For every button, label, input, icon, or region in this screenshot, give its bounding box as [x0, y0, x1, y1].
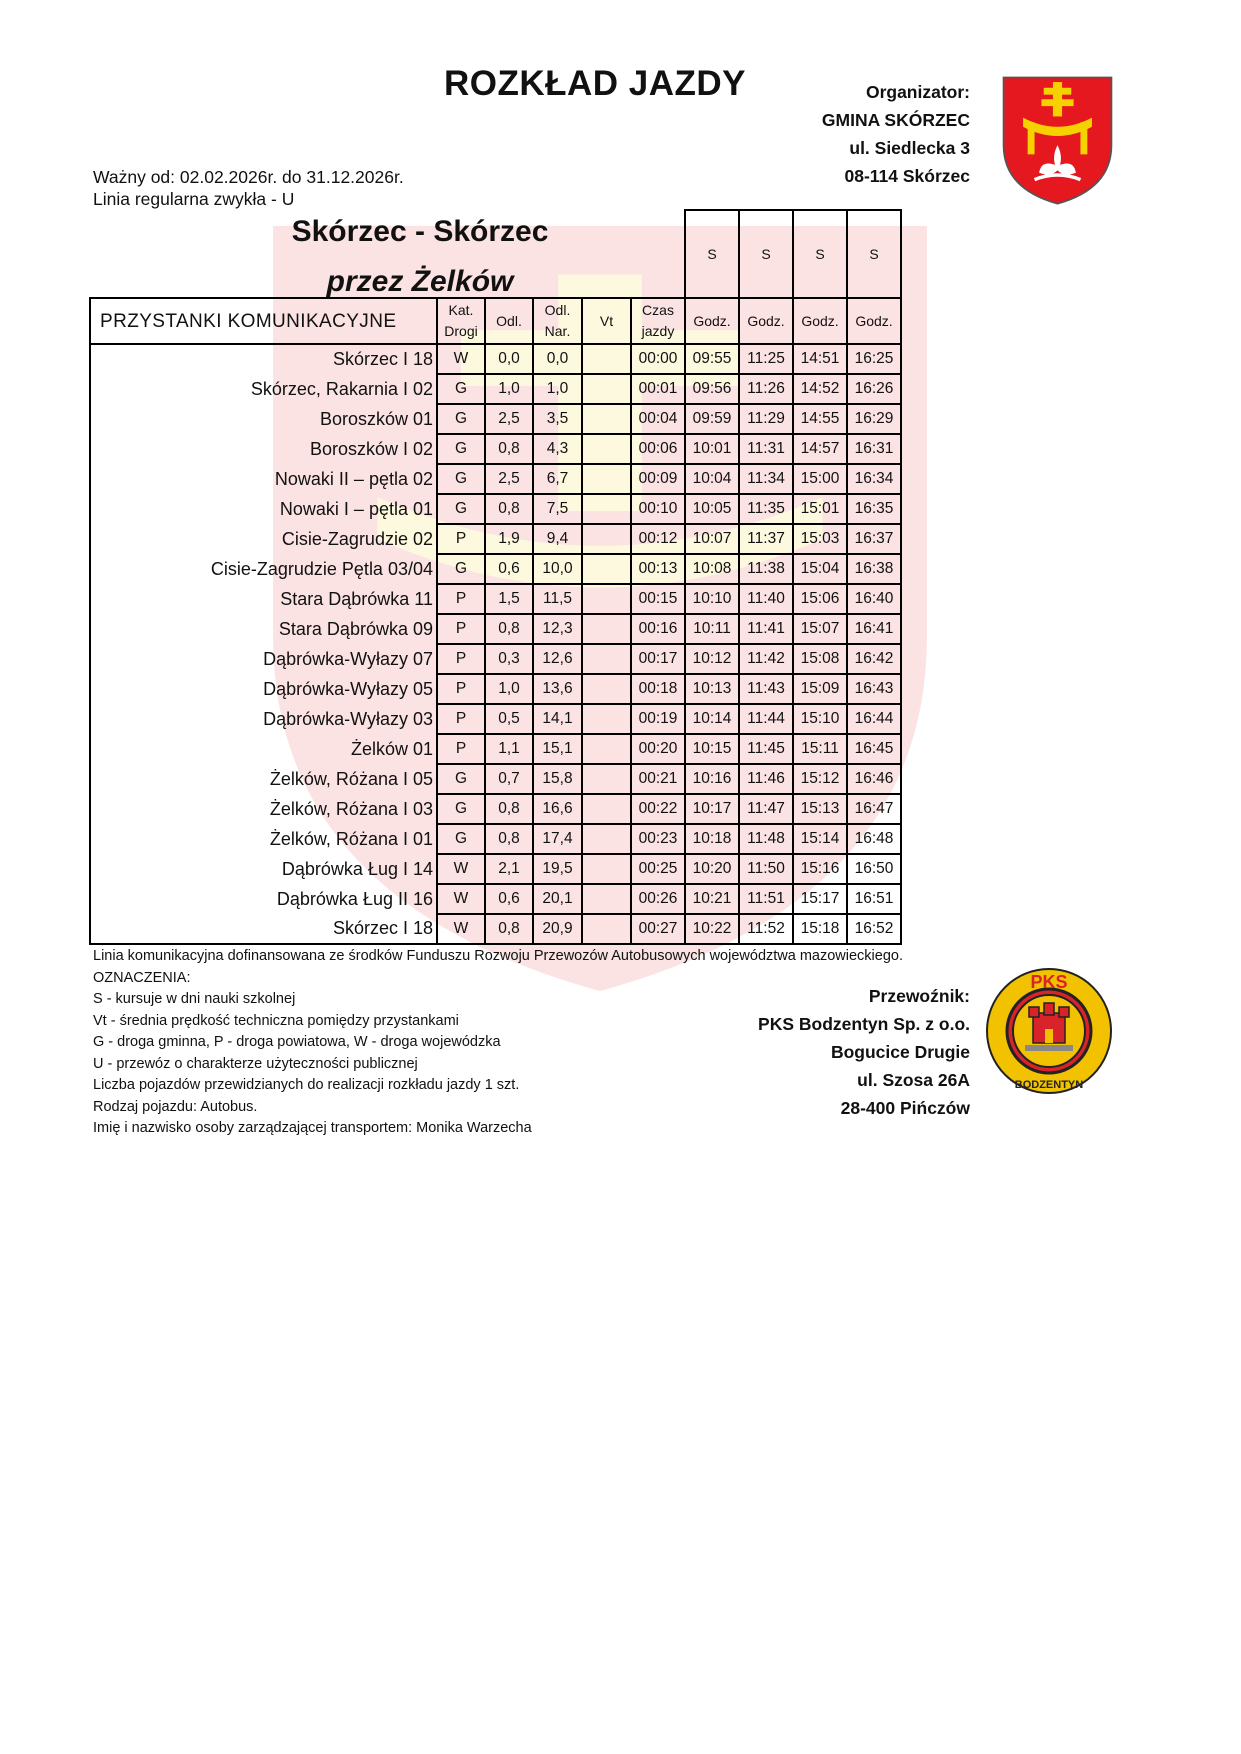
vt-value — [582, 554, 631, 584]
departure-time: 10:08 — [685, 554, 739, 584]
road-category: P — [437, 734, 485, 764]
carrier-street: ul. Szosa 26A — [857, 1070, 970, 1090]
departure-time: 16:38 — [847, 554, 901, 584]
vt-value — [582, 584, 631, 614]
vt-value — [582, 704, 631, 734]
departure-time: 14:55 — [793, 404, 847, 434]
czas-header-line2: jazdy — [641, 323, 675, 339]
departure-time: 15:18 — [793, 914, 847, 944]
vt-value — [582, 794, 631, 824]
cumulative-distance: 4,3 — [533, 434, 582, 464]
departure-time: 11:26 — [739, 374, 793, 404]
road-category: G — [437, 404, 485, 434]
departure-time: 14:52 — [793, 374, 847, 404]
departure-time: 14:51 — [793, 344, 847, 374]
departure-time: 15:17 — [793, 884, 847, 914]
vt-value — [582, 914, 631, 944]
godz-header: Godz. — [685, 298, 739, 344]
travel-time: 00:10 — [631, 494, 685, 524]
cumulative-distance: 20,9 — [533, 914, 582, 944]
odl-header: Odl. — [485, 298, 533, 344]
stop-name: Dąbrówka-Wyłazy 05 — [90, 674, 437, 704]
odl-nar-header-line1: Odl. — [544, 302, 571, 318]
road-category: G — [437, 464, 485, 494]
table-row — [90, 524, 901, 554]
departure-time: 16:40 — [847, 584, 901, 614]
czas-header — [631, 298, 685, 344]
route-name: Skórzec - Skórzec — [291, 215, 549, 248]
travel-time: 00:26 — [631, 884, 685, 914]
vt-value — [582, 764, 631, 794]
road-category: W — [437, 914, 485, 944]
departure-time: 10:15 — [685, 734, 739, 764]
road-category: G — [437, 554, 485, 584]
departure-time: 11:38 — [739, 554, 793, 584]
carrier-locality: Bogucice Drugie — [830, 1042, 970, 1062]
stop-name: Dąbrówka Ług II 16 — [90, 884, 437, 914]
kat-header — [437, 298, 485, 344]
travel-time: 00:17 — [631, 644, 685, 674]
travel-time: 00:18 — [631, 674, 685, 704]
stop-name: Dąbrówka-Wyłazy 07 — [90, 644, 437, 674]
stop-name: Żelków, Różana I 03 — [90, 794, 437, 824]
departure-time: 11:41 — [739, 614, 793, 644]
course-mark: S — [739, 210, 793, 298]
departure-time: 10:01 — [685, 434, 739, 464]
timetable — [89, 209, 902, 945]
cumulative-distance: 19,5 — [533, 854, 582, 884]
course-mark: S — [847, 210, 901, 298]
departure-time: 09:56 — [685, 374, 739, 404]
vt-value — [582, 644, 631, 674]
road-category: W — [437, 344, 485, 374]
road-category: G — [437, 374, 485, 404]
road-category: W — [437, 884, 485, 914]
cumulative-distance: 0,0 — [533, 344, 582, 374]
travel-time: 00:06 — [631, 434, 685, 464]
departure-time: 11:44 — [739, 704, 793, 734]
stop-name: Stara Dąbrówka 11 — [90, 584, 437, 614]
travel-time: 00:25 — [631, 854, 685, 884]
distance: 0,8 — [485, 914, 533, 944]
czas-header-line1: Czas — [642, 302, 674, 318]
travel-time: 00:13 — [631, 554, 685, 584]
road-category: G — [437, 434, 485, 464]
odl-nar-header — [533, 298, 582, 344]
table-row — [90, 884, 901, 914]
header-row — [90, 298, 901, 344]
cumulative-distance: 1,0 — [533, 374, 582, 404]
cumulative-distance: 12,3 — [533, 614, 582, 644]
departure-time: 15:13 — [793, 794, 847, 824]
godz-header: Godz. — [739, 298, 793, 344]
coat-of-arms-icon — [1000, 74, 1115, 206]
line-type: Linia regularna zwykła - U — [93, 189, 295, 209]
departure-time: 10:04 — [685, 464, 739, 494]
distance: 0,8 — [485, 794, 533, 824]
departure-time: 15:09 — [793, 674, 847, 704]
cumulative-distance: 20,1 — [533, 884, 582, 914]
table-row — [90, 794, 901, 824]
distance: 1,1 — [485, 734, 533, 764]
table-row — [90, 674, 901, 704]
footnote-road-categories: G - droga gminna, P - droga powiatowa, W - droga wojewódzka — [93, 1034, 501, 1050]
cumulative-distance: 9,4 — [533, 524, 582, 554]
table-row — [90, 704, 901, 734]
table-row — [90, 584, 901, 614]
departure-time: 16:35 — [847, 494, 901, 524]
vt-value — [582, 374, 631, 404]
departure-time: 10:12 — [685, 644, 739, 674]
departure-time: 16:52 — [847, 914, 901, 944]
travel-time: 00:04 — [631, 404, 685, 434]
travel-time: 00:27 — [631, 914, 685, 944]
road-category: G — [437, 794, 485, 824]
departure-time: 14:57 — [793, 434, 847, 464]
departure-time: 11:37 — [739, 524, 793, 554]
departure-time: 15:01 — [793, 494, 847, 524]
pks-logo-icon — [985, 967, 1113, 1095]
departure-time: 11:50 — [739, 854, 793, 884]
table-row — [90, 914, 901, 944]
departure-time: 11:47 — [739, 794, 793, 824]
vt-value — [582, 614, 631, 644]
departure-time: 10:13 — [685, 674, 739, 704]
distance: 0,7 — [485, 764, 533, 794]
vt-value — [582, 884, 631, 914]
departure-time: 11:29 — [739, 404, 793, 434]
footnote-vehicles: Liczba pojazdów przewidzianych do realizacji rozkładu jazdy 1 szt. — [93, 1077, 520, 1093]
departure-time: 15:16 — [793, 854, 847, 884]
departure-time: 11:25 — [739, 344, 793, 374]
departure-time: 10:20 — [685, 854, 739, 884]
table-row — [90, 554, 901, 584]
stop-name: Nowaki II – pętla 02 — [90, 464, 437, 494]
departure-time: 11:35 — [739, 494, 793, 524]
departure-time: 15:03 — [793, 524, 847, 554]
distance: 0,8 — [485, 824, 533, 854]
departure-time: 10:16 — [685, 764, 739, 794]
departure-time: 10:18 — [685, 824, 739, 854]
stop-name: Nowaki I – pętla 01 — [90, 494, 437, 524]
cumulative-distance: 7,5 — [533, 494, 582, 524]
departure-time: 16:37 — [847, 524, 901, 554]
road-category: G — [437, 824, 485, 854]
stop-name: Żelków, Różana I 05 — [90, 764, 437, 794]
table-row — [90, 344, 901, 374]
departure-time: 16:48 — [847, 824, 901, 854]
travel-time: 00:12 — [631, 524, 685, 554]
departure-time: 15:08 — [793, 644, 847, 674]
stop-name: Żelków, Różana I 01 — [90, 824, 437, 854]
road-category: P — [437, 644, 485, 674]
kat-header-line1: Kat. — [448, 302, 474, 318]
vt-value — [582, 464, 631, 494]
vt-header: Vt — [582, 298, 631, 344]
distance: 0,6 — [485, 554, 533, 584]
validity-block — [93, 166, 404, 210]
course-mark: S — [793, 210, 847, 298]
travel-time: 00:09 — [631, 464, 685, 494]
distance: 0,5 — [485, 704, 533, 734]
stop-name: Żelków 01 — [90, 734, 437, 764]
departure-time: 11:51 — [739, 884, 793, 914]
distance: 0,6 — [485, 884, 533, 914]
table-row — [90, 644, 901, 674]
departure-time: 15:07 — [793, 614, 847, 644]
carrier-name: PKS Bodzentyn Sp. z o.o. — [758, 1014, 970, 1034]
distance: 1,0 — [485, 374, 533, 404]
departure-time: 11:45 — [739, 734, 793, 764]
organizer-city: 08-114 Skórzec — [844, 166, 970, 186]
departure-time: 16:44 — [847, 704, 901, 734]
distance: 0,8 — [485, 434, 533, 464]
departure-time: 09:55 — [685, 344, 739, 374]
departure-time: 15:00 — [793, 464, 847, 494]
carrier-city: 28-400 Pińczów — [840, 1098, 970, 1118]
pks-logo-top-text: PKS — [1030, 972, 1068, 992]
cumulative-distance: 16,6 — [533, 794, 582, 824]
stop-name: Dąbrówka-Wyłazy 03 — [90, 704, 437, 734]
travel-time: 00:21 — [631, 764, 685, 794]
cumulative-distance: 15,1 — [533, 734, 582, 764]
departure-time: 11:48 — [739, 824, 793, 854]
departure-time: 16:50 — [847, 854, 901, 884]
departure-time: 15:11 — [793, 734, 847, 764]
travel-time: 00:19 — [631, 704, 685, 734]
departure-time: 16:42 — [847, 644, 901, 674]
stop-name: Cisie-Zagrudzie 02 — [90, 524, 437, 554]
distance: 1,0 — [485, 674, 533, 704]
distance: 2,1 — [485, 854, 533, 884]
table-row — [90, 734, 901, 764]
vt-value — [582, 494, 631, 524]
road-category: P — [437, 584, 485, 614]
cumulative-distance: 11,5 — [533, 584, 582, 614]
cumulative-distance: 3,5 — [533, 404, 582, 434]
course-marks-row — [90, 210, 901, 298]
vt-value — [582, 854, 631, 884]
stop-name: Cisie-Zagrudzie Pętla 03/04 — [90, 554, 437, 584]
carrier-label: Przewoźnik: — [868, 986, 970, 1006]
cumulative-distance: 6,7 — [533, 464, 582, 494]
vt-value — [582, 824, 631, 854]
cumulative-distance: 13,6 — [533, 674, 582, 704]
departure-time: 16:31 — [847, 434, 901, 464]
table-row — [90, 494, 901, 524]
cumulative-distance: 10,0 — [533, 554, 582, 584]
footnote-legend-title: OZNACZENIA: — [93, 969, 191, 986]
road-category: G — [437, 494, 485, 524]
road-category: P — [437, 674, 485, 704]
departure-time: 16:43 — [847, 674, 901, 704]
departure-time: 15:06 — [793, 584, 847, 614]
departure-time: 11:46 — [739, 764, 793, 794]
pks-logo-bottom-text: BODZENTYN — [1014, 1079, 1084, 1091]
vt-value — [582, 524, 631, 554]
footnote-s: S - kursuje w dni nauki szkolnej — [93, 991, 296, 1007]
vt-value — [582, 344, 631, 374]
distance: 1,5 — [485, 584, 533, 614]
distance: 0,3 — [485, 644, 533, 674]
footnote-u: U - przewóz o charakterze użyteczności publicznej — [93, 1055, 418, 1072]
table-row — [90, 764, 901, 794]
stop-name: Dąbrówka Ług I 14 — [90, 854, 437, 884]
travel-time: 00:22 — [631, 794, 685, 824]
odl-nar-header-line2: Nar. — [544, 323, 571, 339]
departure-time: 16:45 — [847, 734, 901, 764]
distance: 2,5 — [485, 404, 533, 434]
departure-time: 11:31 — [739, 434, 793, 464]
departure-time: 16:34 — [847, 464, 901, 494]
departure-time: 16:41 — [847, 614, 901, 644]
organizer-street: ul. Siedlecka 3 — [849, 138, 970, 158]
departure-time: 16:25 — [847, 344, 901, 374]
carrier-block — [720, 982, 970, 1122]
departure-time: 15:14 — [793, 824, 847, 854]
vt-value — [582, 434, 631, 464]
organizer-label: Organizator: — [865, 82, 970, 102]
distance: 1,9 — [485, 524, 533, 554]
stop-name: Skórzec, Rakarnia I 02 — [90, 374, 437, 404]
blank-cell — [90, 210, 685, 298]
stops-header: PRZYSTANKI KOMUNIKACYJNE — [90, 298, 437, 344]
distance: 0,8 — [485, 614, 533, 644]
vt-value — [582, 674, 631, 704]
departure-time: 10:21 — [685, 884, 739, 914]
table-row — [90, 614, 901, 644]
departure-time: 10:10 — [685, 584, 739, 614]
cumulative-distance: 12,6 — [533, 644, 582, 674]
road-category: G — [437, 764, 485, 794]
footnote-funding: Linia komunikacyjna dofinansowana ze środków Funduszu Rozwoju Przewozów Autobusowych województwa mazowieckiego. — [93, 948, 904, 964]
validity-period: Ważny od: 02.02.2026r. do 31.12.2026r. — [93, 167, 404, 187]
vt-value — [582, 404, 631, 434]
departure-time: 11:42 — [739, 644, 793, 674]
stop-name: Skórzec I 18 — [90, 344, 437, 374]
distance: 0,8 — [485, 494, 533, 524]
departure-time: 10:11 — [685, 614, 739, 644]
departure-time: 09:59 — [685, 404, 739, 434]
road-category: P — [437, 704, 485, 734]
departure-time: 10:05 — [685, 494, 739, 524]
road-category: P — [437, 614, 485, 644]
departure-time: 16:26 — [847, 374, 901, 404]
document-title: ROZKŁAD JAZDY — [443, 64, 747, 103]
road-category: W — [437, 854, 485, 884]
departure-time: 15:04 — [793, 554, 847, 584]
table-row — [90, 404, 901, 434]
table-row — [90, 854, 901, 884]
travel-time: 00:23 — [631, 824, 685, 854]
departure-time: 10:07 — [685, 524, 739, 554]
departure-time: 16:51 — [847, 884, 901, 914]
departure-time: 10:14 — [685, 704, 739, 734]
cumulative-distance: 14,1 — [533, 704, 582, 734]
distance: 0,0 — [485, 344, 533, 374]
road-category: P — [437, 524, 485, 554]
vt-value — [582, 734, 631, 764]
stop-name: Boroszków I 02 — [90, 434, 437, 464]
route-via: przez Żelków — [326, 265, 514, 298]
departure-time: 10:22 — [685, 914, 739, 944]
footnote-vt: Vt - średnia prędkość techniczna pomiędzy przystankami — [93, 1012, 459, 1029]
departure-time: 11:52 — [739, 914, 793, 944]
travel-time: 00:15 — [631, 584, 685, 614]
cumulative-distance: 15,8 — [533, 764, 582, 794]
departure-time: 11:40 — [739, 584, 793, 614]
stop-name: Stara Dąbrówka 09 — [90, 614, 437, 644]
table-row — [90, 374, 901, 404]
table-row — [90, 434, 901, 464]
table-row — [90, 464, 901, 494]
departure-time: 11:34 — [739, 464, 793, 494]
distance: 2,5 — [485, 464, 533, 494]
organizer-block — [760, 78, 970, 190]
course-mark: S — [685, 210, 739, 298]
travel-time: 00:20 — [631, 734, 685, 764]
departure-time: 16:47 — [847, 794, 901, 824]
departure-time: 16:46 — [847, 764, 901, 794]
stop-name: Skórzec I 18 — [90, 914, 437, 944]
godz-header: Godz. — [847, 298, 901, 344]
departure-time: 15:10 — [793, 704, 847, 734]
godz-header: Godz. — [793, 298, 847, 344]
footnote-manager: Imię i nazwisko osoby zarządzającej transportem: Monika Warzecha — [93, 1120, 532, 1136]
organizer-name: GMINA SKÓRZEC — [821, 110, 970, 130]
footnote-vehicle-type: Rodzaj pojazdu: Autobus. — [93, 1098, 258, 1115]
travel-time: 00:01 — [631, 374, 685, 404]
departure-time: 10:17 — [685, 794, 739, 824]
travel-time: 00:16 — [631, 614, 685, 644]
table-row — [90, 824, 901, 854]
stop-name: Boroszków 01 — [90, 404, 437, 434]
travel-time: 00:00 — [631, 344, 685, 374]
departure-time: 11:43 — [739, 674, 793, 704]
cumulative-distance: 17,4 — [533, 824, 582, 854]
departure-time: 16:29 — [847, 404, 901, 434]
kat-header-line2: Drogi — [444, 323, 478, 339]
departure-time: 15:12 — [793, 764, 847, 794]
